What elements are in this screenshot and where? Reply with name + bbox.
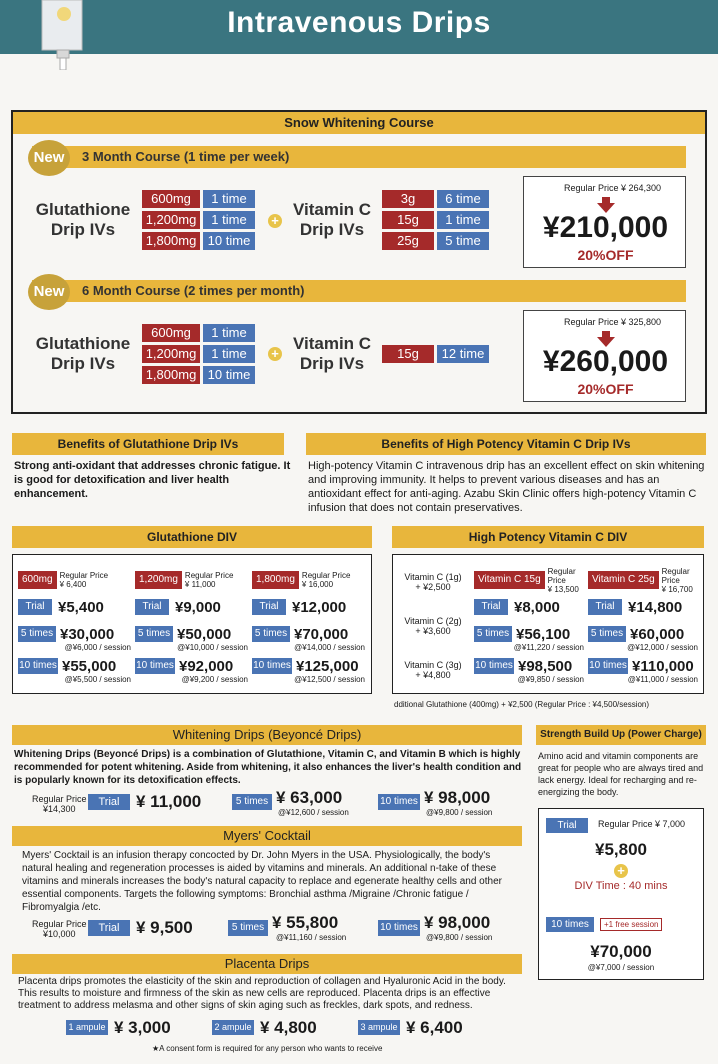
times-tag: 6 time xyxy=(437,190,489,208)
dose-tag: Vitamin C 25g xyxy=(588,571,659,589)
five-times-price: ¥30,000 xyxy=(60,625,115,643)
snow-whitening-title: Snow Whitening Course xyxy=(13,112,705,134)
consent-note: ★A consent form is required for any person who wants to receive xyxy=(152,1044,383,1053)
strength-10times-tag: 10 times xyxy=(546,917,594,932)
trial-tag: Trial xyxy=(135,599,169,615)
whitening-trial-price: ¥ 11,000 xyxy=(136,792,202,811)
dose-tag: Vitamin C 15g xyxy=(474,571,545,589)
trial-tag: Trial xyxy=(474,599,508,615)
dose-tag: 3g xyxy=(382,190,434,208)
gluta-benefits-title: Benefits of Glutathione Drip IVs xyxy=(12,433,284,455)
dose-tag: 1,800mg xyxy=(252,571,299,589)
myers-5times-tag: 5 times xyxy=(228,920,268,936)
discount-label: 20%OFF xyxy=(577,381,634,397)
vitc-div-title: High Potency Vitamin C DIV xyxy=(392,526,704,548)
ten-times-price: ¥92,000 xyxy=(179,657,234,675)
times-tag: 12 time xyxy=(437,345,489,363)
placenta-1ampule-price: ¥ 3,000 xyxy=(114,1018,171,1037)
five-times-session: @¥11,220 / session xyxy=(513,643,584,652)
price-box-3month xyxy=(523,176,686,268)
times-tag: 1 time xyxy=(203,190,255,208)
strength-trial-tag: Trial xyxy=(546,818,588,833)
dose-tag: 1,200mg xyxy=(142,211,200,229)
ten-times-session: @¥11,000 / session xyxy=(627,675,698,684)
trial-tag: Trial xyxy=(252,599,286,615)
ten-times-tag: 10 times xyxy=(135,658,175,674)
gluta-div-column xyxy=(252,570,365,684)
gluta-div-column xyxy=(135,570,248,684)
trial-price: ¥14,800 xyxy=(628,598,683,616)
myers-10times-price: ¥ 98,000 xyxy=(424,913,491,932)
placenta-3ampule-price: ¥ 6,400 xyxy=(406,1018,463,1037)
plus-icon: + xyxy=(614,864,628,878)
glutathione-label: Glutathione Drip IVs xyxy=(35,200,131,239)
whitening-10times-price: ¥ 98,000 xyxy=(424,788,491,807)
dose-tag: 15g xyxy=(382,211,434,229)
new-badge: New xyxy=(28,274,70,310)
whitening-5times-session: @¥12,600 / session xyxy=(278,808,349,817)
times-tag: 10 time xyxy=(203,232,255,250)
dose-tag: 600mg xyxy=(142,190,200,208)
vitc-benefits-title: Benefits of High Potency Vitamin C Drip IVs xyxy=(306,433,706,455)
whitening-5times-tag: 5 times xyxy=(232,794,272,810)
trial-price: ¥9,000 xyxy=(175,598,221,616)
five-times-price: ¥70,000 xyxy=(294,625,349,643)
strength-title: Strength Build Up (Power Charge) xyxy=(536,725,706,745)
strength-regular: Regular Price ¥ 7,000 xyxy=(598,819,686,829)
placenta-2ampule-price: ¥ 4,800 xyxy=(260,1018,317,1037)
ten-times-price: ¥110,000 xyxy=(632,657,694,675)
vitc-benefits-text: High-potency Vitamin C intravenous drip has an excellent effect on skin whitening and improving immunity. It helps to prevent various diseases and has an antioxidant effect for anti-aging. Azabu Skin Clinic offers high-potency Vitamin C infusion that does not contain preservatives. xyxy=(308,460,705,514)
five-times-tag: 5 times xyxy=(252,626,290,642)
vitamin-c-label: Vitamin C Drip IVs xyxy=(292,334,372,373)
five-times-price: ¥60,000 xyxy=(630,625,685,643)
five-times-tag: 5 times xyxy=(18,626,56,642)
myers-10times-session: @¥9,800 / session xyxy=(426,933,493,942)
strength-text: Amino acid and vitamin components are great for people who are always tired and lack energy. Ideal for recharging and re-energizing the body. xyxy=(538,751,704,797)
strength-div-time: DIV Time : 40 mins xyxy=(574,880,668,892)
glutathione-label: Glutathione Drip IVs xyxy=(35,334,131,373)
vitc-addon-price: + ¥3,600 xyxy=(415,626,451,636)
myers-trial-price: ¥ 9,500 xyxy=(136,918,193,937)
placenta-2ampule-tag: 2 ampule xyxy=(212,1020,254,1035)
price-box-6month xyxy=(523,310,686,402)
five-times-session: @¥10,000 / session xyxy=(177,643,248,652)
discount-label: 20%OFF xyxy=(577,247,634,263)
gluta-benefits-text: Strong anti-oxidant that addresses chronic fatigue. It is good for detoxification and liver health enhancement. xyxy=(14,460,291,500)
myers-5times-price: ¥ 55,800 xyxy=(272,913,339,932)
times-tag: 1 time xyxy=(437,211,489,229)
trial-tag: Trial xyxy=(18,599,52,615)
whitening-trial-tag: Trial xyxy=(88,794,130,810)
myers-text: Myers' Cocktail is an infusion therapy concocted by Dr. John Myers in the USA. Physiologically, the body's natural healing and regeneration processes is aided by vitamins and minerals. An additional n-take of these vitamins and minerals increases the body's natural capacity to replace and egenerate healthy cells and other essential components. Targets the following symptoms: Bronchial asthma /Migraine /Chronic fatigue / Fibromyalgia /etc. xyxy=(22,850,502,913)
dose-tag: 1,200mg xyxy=(135,571,182,589)
placenta-3ampule-tag: 3 ampule xyxy=(358,1020,400,1035)
five-times-session: @¥6,000 / session xyxy=(64,643,131,652)
dose-tag: 600mg xyxy=(142,324,200,342)
times-tag: 5 time xyxy=(437,232,489,250)
whitening-5times-price: ¥ 63,000 xyxy=(276,788,343,807)
dose-tag: 1,200mg xyxy=(142,345,200,363)
gluta-div-column xyxy=(18,570,131,684)
vitc-addon-price: + ¥4,800 xyxy=(415,670,451,680)
trial-price: ¥12,000 xyxy=(292,598,347,616)
placenta-title: Placenta Drips xyxy=(12,954,522,974)
dose-tag: 1,800mg xyxy=(142,366,200,384)
vitc-div-footnote: dditional Glutathione (400mg) + ¥2,500 (Regular Price : ¥4,500/session) xyxy=(394,700,650,709)
times-tag: 1 time xyxy=(203,345,255,363)
dose-tag: 25g xyxy=(382,232,434,250)
course-price: ¥210,000 xyxy=(542,211,669,244)
five-times-tag: 5 times xyxy=(588,626,626,642)
ten-times-session: @¥12,500 / session xyxy=(294,675,365,684)
trial-tag: Trial xyxy=(588,599,622,615)
dose-tag: 600mg xyxy=(18,571,57,589)
ten-times-tag: 10 times xyxy=(474,658,514,674)
vitc-addon-name: Vitamin C (1g) xyxy=(404,572,462,582)
new-badge: New xyxy=(28,140,70,176)
myers-title: Myers' Cocktail xyxy=(12,826,522,846)
dose-tag: 15g xyxy=(382,345,434,363)
whitening-regular: Regular Price ¥14,300 xyxy=(32,794,87,814)
plus-icon: + xyxy=(268,214,282,228)
free-session-badge: +1 free session xyxy=(600,918,662,931)
five-times-session: @¥12,000 / session xyxy=(627,643,698,652)
ten-times-session: @¥9,850 / session xyxy=(517,675,584,684)
dose-tag: 1,800mg xyxy=(142,232,200,250)
five-times-price: ¥56,100 xyxy=(516,625,571,643)
myers-5times-session: @¥11,160 / session xyxy=(276,933,347,942)
five-times-tag: 5 times xyxy=(474,626,512,642)
regular-price: Regular Price ¥ 6,400 xyxy=(59,571,109,589)
page-title: Intravenous Drips xyxy=(227,6,491,39)
myers-regular: Regular Price ¥10,000 xyxy=(32,919,87,939)
times-tag: 1 time xyxy=(203,211,255,229)
vitc-addon-list xyxy=(398,572,468,704)
myers-trial-tag: Trial xyxy=(88,920,130,936)
whitening-text: Whitening Drips (Beyoncé Drips) is a combination of Glutathione, Vitamin C, and Vitamin B which is highly recommended for potent whitening. Aside from whitening, it also enhances the liver's health condition and is popularly known for its detoxification effects. xyxy=(14,749,522,786)
strength-trial-price: ¥5,800 xyxy=(595,840,647,859)
vitc-addon-price: + ¥2,500 xyxy=(415,582,451,592)
regular-price: Regular Price ¥ 11,000 xyxy=(184,571,234,589)
regular-price: Regular Price ¥ 16,700 xyxy=(661,566,693,594)
course-price: ¥260,000 xyxy=(542,345,669,378)
ten-times-tag: 10 times xyxy=(252,658,292,674)
myers-10times-tag: 10 times xyxy=(378,920,420,936)
course-6month-title: 6 Month Course (2 times per month) xyxy=(82,283,305,298)
plus-icon: + xyxy=(268,347,282,361)
gluta-div-title: Glutathione DIV xyxy=(12,526,372,548)
ten-times-price: ¥125,000 xyxy=(296,657,359,675)
times-tag: 10 time xyxy=(203,366,255,384)
placenta-text: Placenta drips promotes the elasticity of the skin and reproduction of collagen and Hyaluronic Acid in the body. This results to moisture and firmness of the skin as new cells are reproduced. Placenta drips is an effective treatment to address melasma and other signs of skin aging such as freckles, dark spots, and redness. xyxy=(18,976,506,1011)
trial-price: ¥8,000 xyxy=(514,598,560,616)
vitc-dose-table-6m xyxy=(382,345,489,363)
five-times-session: @¥14,000 / session xyxy=(294,643,365,652)
regular-price: Regular Price ¥ 16,000 xyxy=(301,571,351,589)
ten-times-price: ¥55,000 xyxy=(62,657,117,675)
regular-price: Regular Price ¥ 325,800 xyxy=(564,317,662,327)
five-times-price: ¥50,000 xyxy=(177,625,232,643)
strength-10times-price: ¥70,000 xyxy=(590,942,652,961)
strength-10times-session: @¥7,000 / session xyxy=(587,963,655,972)
vitc-dose-table-3m xyxy=(382,190,489,250)
gluta-dose-table-6m xyxy=(142,324,255,384)
vitc-div-column xyxy=(588,566,698,684)
ten-times-session: @¥9,200 / session xyxy=(181,675,248,684)
whitening-10times-tag: 10 times xyxy=(378,794,420,810)
trial-price: ¥5,400 xyxy=(58,598,104,616)
five-times-tag: 5 times xyxy=(135,626,173,642)
times-tag: 1 time xyxy=(203,324,255,342)
ten-times-tag: 10 times xyxy=(588,658,628,674)
course-3month-title: 3 Month Course (1 time per week) xyxy=(82,149,290,164)
whitening-title: Whitening Drips (Beyoncé Drips) xyxy=(12,725,522,745)
gluta-dose-table-3m xyxy=(142,190,255,250)
regular-price: Regular Price ¥ 13,500 xyxy=(547,566,579,594)
vitc-addon-name: Vitamin C (2g) xyxy=(404,616,462,626)
ten-times-tag: 10 times xyxy=(18,658,58,674)
whitening-10times-session: @¥9,800 / session xyxy=(426,808,493,817)
placenta-1ampule-tag: 1 ampule xyxy=(66,1020,108,1035)
vitamin-c-label: Vitamin C Drip IVs xyxy=(292,200,372,239)
vitc-div-column xyxy=(474,566,584,684)
regular-price: Regular Price ¥ 264,300 xyxy=(564,183,662,193)
ten-times-session: @¥5,500 / session xyxy=(64,675,131,684)
ten-times-price: ¥98,500 xyxy=(518,657,573,675)
vitc-addon-name: Vitamin C (3g) xyxy=(404,660,462,670)
